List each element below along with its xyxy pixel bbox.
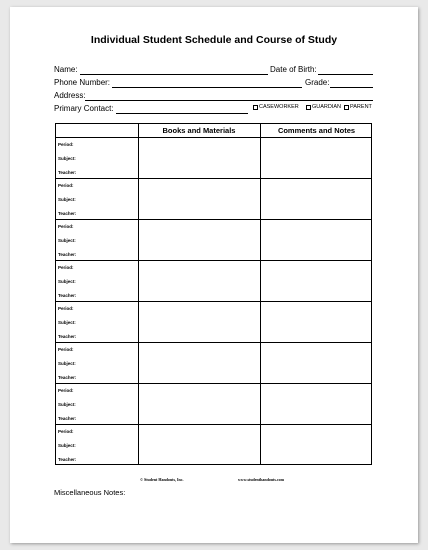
period-label: Period: (58, 306, 74, 311)
subject-label: Subject: (58, 156, 76, 161)
website-text: www.studenthandouts.com (238, 477, 285, 482)
parent-checkbox[interactable]: PARENT (344, 104, 372, 110)
name-dob-row (54, 65, 373, 77)
contact-field[interactable] (116, 113, 248, 114)
table-row[interactable] (56, 384, 371, 425)
checkbox-icon (344, 105, 349, 110)
period-label: Period: (58, 429, 74, 434)
schedule-table (55, 123, 372, 465)
grade-field[interactable] (330, 87, 373, 88)
table-header (56, 124, 371, 138)
teacher-label: Teacher: (58, 170, 77, 175)
guardian-checkbox[interactable]: GUARDIAN (306, 104, 341, 110)
period-label: Period: (58, 142, 74, 147)
period-label: Period: (58, 347, 74, 352)
worksheet-page (10, 7, 418, 543)
contact-label: Primary Contact: (54, 104, 114, 113)
table-row[interactable] (56, 343, 371, 384)
teacher-label: Teacher: (58, 457, 77, 462)
subject-label: Subject: (58, 402, 76, 407)
table-row[interactable] (56, 261, 371, 302)
period-label: Period: (58, 265, 74, 270)
subject-label: Subject: (58, 197, 76, 202)
subject-label: Subject: (58, 443, 76, 448)
period-label: Period: (58, 388, 74, 393)
copyright-text: © Student Handouts, Inc. (140, 477, 184, 482)
page-title: Individual Student Schedule and Course of Study (90, 34, 338, 46)
address-field[interactable] (85, 100, 373, 101)
misc-notes-label: Miscellaneous Notes: (54, 488, 126, 497)
checkbox-icon (306, 105, 311, 110)
contact-row (54, 104, 373, 116)
table-row[interactable] (56, 302, 371, 343)
phone-grade-row (54, 78, 373, 90)
dob-field[interactable] (318, 74, 373, 75)
teacher-label: Teacher: (58, 375, 77, 380)
teacher-label: Teacher: (58, 416, 77, 421)
subject-label: Subject: (58, 279, 76, 284)
table-row[interactable] (56, 425, 371, 466)
address-label: Address: (54, 91, 86, 100)
checkbox-icon (253, 105, 258, 110)
table-row[interactable] (56, 138, 371, 179)
name-field[interactable] (80, 74, 268, 75)
subject-label: Subject: (58, 238, 76, 243)
caseworker-checkbox[interactable]: CASEWORKER (253, 104, 299, 110)
period-label: Period: (58, 224, 74, 229)
subject-label: Subject: (58, 320, 76, 325)
dob-label: Date of Birth: (270, 65, 317, 74)
table-row[interactable] (56, 179, 371, 220)
subject-label: Subject: (58, 361, 76, 366)
address-row (54, 91, 373, 103)
period-label: Period: (58, 183, 74, 188)
table-row[interactable] (56, 220, 371, 261)
books-header: Books and Materials (162, 126, 236, 135)
comments-header: Comments and Notes (277, 126, 356, 135)
grade-label: Grade: (305, 78, 330, 87)
teacher-label: Teacher: (58, 293, 77, 298)
teacher-label: Teacher: (58, 252, 77, 257)
teacher-label: Teacher: (58, 211, 77, 216)
name-label: Name: (54, 65, 78, 74)
phone-field[interactable] (112, 87, 302, 88)
phone-label: Phone Number: (54, 78, 111, 87)
teacher-label: Teacher: (58, 334, 77, 339)
